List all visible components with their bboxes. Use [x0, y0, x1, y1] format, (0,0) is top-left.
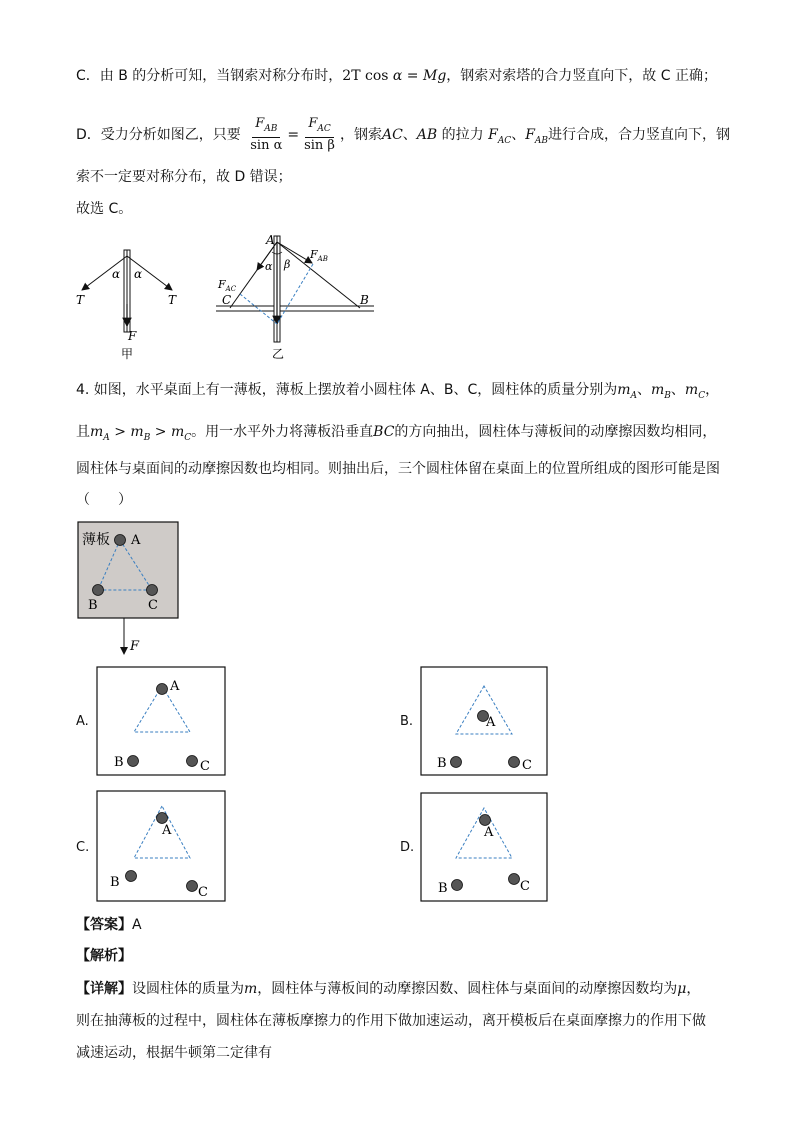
opt-d-a-label: A [484, 825, 494, 840]
para-c: C．由 B 的分析可知，当钢索对称分布时，2T cos α = Mg，钢索对索塔的合力竖直向下，故 C 正确； [76, 68, 717, 84]
main-b-label: B [88, 598, 98, 613]
cylinder-a [115, 535, 126, 546]
opt-b-c-label: C [522, 758, 532, 773]
answer-tag: 【答案】 [76, 917, 132, 933]
para-d: D．受力分析如图乙，只要 $\frac{F_{AB}}{\text{sin α}}$ = $\frac{F_{AC}}{\text{sin β}}$ ，钢索AC、AB 的拉力 $F_{AC}$、$F_{AB}$进行合成，合力竖直向下，钢 [76, 116, 731, 153]
opt-c-b-label: B [110, 875, 120, 890]
q4-line1: 4. 如图，水平桌面上有一薄板，薄板上摆放着小圆柱体 A、B、C，圆柱体的质量分别为$m_A$、$m_B$、$m_C$， [76, 382, 720, 401]
board-label: 薄板 [82, 532, 110, 548]
option-c-figure[interactable] [96, 790, 228, 904]
jia-alpha-left: α [112, 267, 121, 281]
analysis-tag: 【解析】 [76, 948, 132, 964]
cylinder-b [451, 757, 462, 768]
para-d-cont: 索不一定要对称分布，故 D 错误； [76, 169, 292, 185]
main-c-label: C [148, 598, 158, 613]
main-figure-board [76, 520, 186, 660]
opt-c-a-label: A [162, 823, 172, 838]
jia-caption: 甲 [121, 347, 134, 361]
force-label: F [130, 639, 140, 654]
cylinder-b [128, 756, 139, 767]
yi-caption: 乙 [272, 347, 285, 361]
fraction-fab-sin-alpha: $\frac{F_{AB}}{\text{sin α}}$ [250, 116, 283, 153]
opt-b-b-label: B [437, 756, 447, 771]
figure-jia [72, 244, 202, 364]
choose-line: 故选 C。 [76, 201, 133, 217]
opt-a-b-label: B [114, 755, 124, 770]
opt-d-c-label: C [520, 879, 530, 894]
jia-f-label: F [128, 329, 137, 343]
yi-fac-label: $F_{AC}$ [218, 278, 237, 293]
cylinder-b [126, 871, 137, 882]
jia-alpha-right: α [134, 267, 143, 281]
yi-alpha: α [265, 260, 273, 273]
answer-value: A [132, 917, 142, 933]
option-b-letter[interactable]: B. [400, 714, 414, 729]
option-c-letter[interactable]: C. [76, 840, 90, 855]
cylinder-b [452, 880, 463, 891]
cylinder-a [480, 815, 491, 826]
cylinder-c [187, 756, 198, 767]
detail-line3: 减速运动，根据牛顿第二定律有 [76, 1045, 272, 1061]
figure-yi [210, 232, 380, 368]
cylinder-c [509, 757, 520, 768]
cylinder-a [157, 684, 168, 695]
opt-a-c-label: C [200, 759, 210, 774]
jia-t-right: T [168, 293, 177, 307]
opt-a-a-label: A [170, 679, 180, 694]
cylinder-c [187, 881, 198, 892]
yi-b-label: B [360, 293, 369, 307]
option-b-figure[interactable] [420, 666, 550, 778]
cylinder-b [93, 585, 104, 596]
jia-t-left: T [76, 293, 85, 307]
option-a-figure[interactable] [96, 666, 228, 778]
detail-line1: 【详解】设圆柱体的质量为m，圆柱体与薄板间的动摩擦因数、圆柱体与桌面间的动摩擦因数均为μ， [76, 981, 701, 997]
yi-c-label: C [222, 293, 232, 307]
cylinder-c [509, 874, 520, 885]
opt-b-a-label: A [486, 715, 496, 730]
cylinder-c [147, 585, 158, 596]
opt-d-b-label: B [438, 881, 448, 896]
yi-fab-label: $F_{AB}$ [310, 248, 328, 263]
fraction-fac-sin-beta: $\frac{F_{AC}}{\text{sin β}}$ [304, 116, 335, 153]
option-d-letter[interactable]: D. [400, 840, 415, 855]
yi-beta: β [284, 258, 291, 271]
cylinder-a [157, 813, 168, 824]
q4-paren: （ ） [76, 492, 132, 508]
answer-line [76, 915, 142, 935]
q4-line3: 圆柱体与桌面间的动摩擦因数也均相同。则抽出后，三个圆柱体留在桌面上的位置所组成的图形可能是图 [76, 461, 720, 477]
option-d-figure[interactable] [420, 792, 550, 904]
detail-line2: 则在抽薄板的过程中，圆柱体在薄板摩擦力的作用下做加速运动，离开模板后在桌面摩擦力的作用下做 [76, 1013, 706, 1029]
detail-tag: 【详解】 [76, 981, 132, 997]
q4-line2: 且$m_A > m_B > m_C$。用一水平外力将薄板沿垂直BC的方向抽出，圆柱体与薄板间的动摩擦因数均相同， [76, 424, 717, 443]
option-a-letter[interactable]: A. [76, 714, 89, 729]
yi-a-label: A [266, 233, 275, 247]
main-a-label: A [131, 533, 141, 548]
opt-c-c-label: C [198, 885, 208, 900]
